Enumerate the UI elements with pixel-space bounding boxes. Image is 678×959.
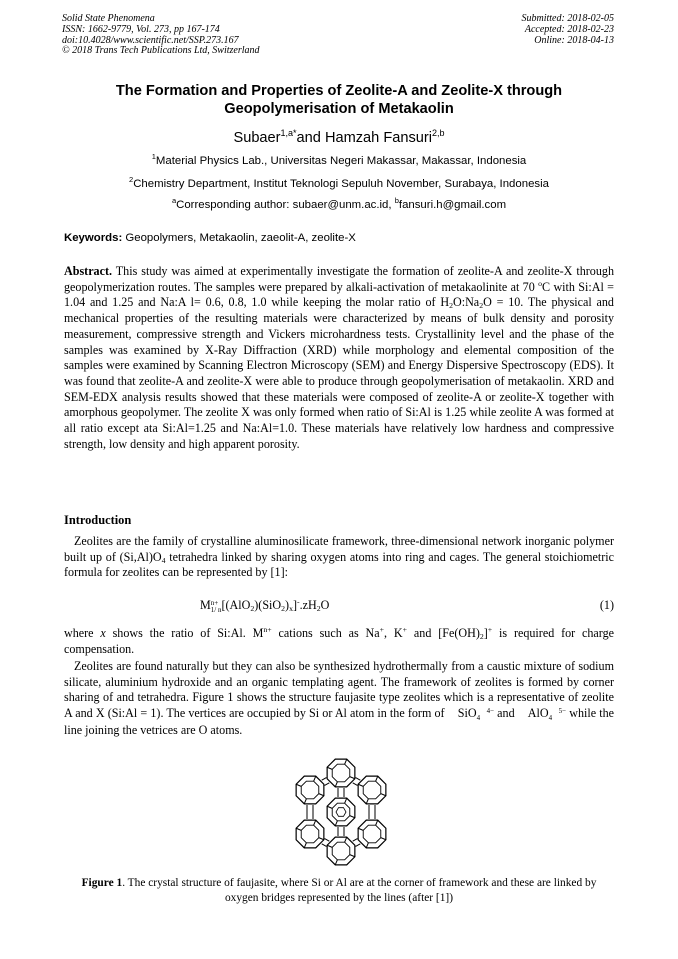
oxygen-bridge: [327, 806, 332, 808]
affiliation-1: [40, 150, 638, 168]
sio4-charge-stack: [477, 708, 494, 723]
title-line-2: Geopolymerisation of Metakaolin: [224, 101, 454, 117]
affiliation-1-marker: 1: [151, 152, 156, 161]
oxygen-bridge: [335, 782, 337, 787]
oxygen-bridge: [353, 783, 358, 786]
author-1: Subaer: [233, 130, 281, 146]
framework-ring: [327, 837, 355, 865]
figure-caption-text: . The crystal structure of faujasite, where Si or Al are at the corner of framework and these are linked by oxygen bridges represented by the lines (after [1]): [122, 877, 597, 904]
oxygen-bridge: [350, 777, 355, 779]
oxygen-bridge: [296, 828, 301, 830]
equation-number: (1): [599, 598, 614, 612]
intro-paragraph-3: [64, 659, 614, 738]
framework-ring: [296, 776, 324, 804]
paper-title: [40, 82, 638, 118]
affiliation-2: [40, 173, 638, 191]
intro-p1-text-b: tetrahedra linked by sharing oxygen atoms into ring and cages. The general stoichiometric formula for zeolites can be represented by [1]:: [64, 549, 614, 580]
title-line-1: The Formation and Properties of Zeolite-A and Zeolite-X through: [115, 83, 563, 99]
oxygen-bridge: [314, 820, 316, 825]
oxygen-bridge: [322, 778, 327, 781]
framework-ring: [301, 781, 319, 799]
corr-marker-b: b: [394, 196, 399, 205]
degree-marker: o: [538, 278, 543, 288]
formula-m: M: [200, 598, 211, 612]
oxygen-bridge: [304, 799, 306, 804]
oxygen-bridge: [358, 828, 363, 830]
doi-line: doi:10.4028/www.scientific.net/SSP.273.167: [62, 34, 239, 46]
oxygen-bridge: [327, 767, 332, 769]
abstract-sub-2: 2: [479, 301, 484, 311]
framework-ring: [336, 808, 346, 817]
affiliation-1-text: Material Physics Lab., Universitas Negeri Makassar, Makassar, Indonesia: [155, 155, 527, 167]
intro-p2-sup-4: +: [487, 625, 493, 634]
oxygen-bridge: [325, 783, 330, 786]
oxygen-bridge: [350, 855, 355, 857]
oxygen-bridge: [304, 843, 306, 848]
faujasite-structure-figure: [276, 756, 406, 873]
affiliation-2-text: Chemistry Department, Institut Teknologi Sepuluh November, Surabaya, Indonesia: [133, 178, 549, 190]
formula-sup-minus: -: [297, 597, 300, 606]
corresponding-author: [40, 194, 638, 212]
oxygen-bridge: [345, 759, 347, 764]
intro-p2-sup-3: +: [402, 625, 408, 634]
formula-sub-x: x: [289, 604, 293, 613]
oxygen-bridge: [296, 784, 301, 786]
intro-paragraph-1: [64, 534, 614, 581]
formula-part-2: )(SiO: [254, 598, 282, 612]
figure-1-caption: [64, 876, 614, 906]
oxygen-bridge: [353, 839, 358, 842]
framework-ring: [332, 764, 350, 782]
corr-email-2: fansuri.h@gmail.com: [398, 199, 507, 211]
online-date: Online: 2018-04-13: [534, 34, 614, 46]
oxygen-bridge: [376, 820, 378, 825]
keywords-label: Keywords:: [64, 232, 123, 244]
oxygen-bridge: [381, 838, 386, 840]
abstract-sub-1: 2: [449, 301, 453, 311]
journal-header-left: [62, 14, 260, 57]
oxygen-bridge: [356, 778, 361, 781]
corr-text: Corresponding author: subaer@unm.ac.id,: [176, 199, 395, 211]
intro-p2-sup-2: +: [379, 625, 385, 634]
intro-p1-text-a: Zeolites are the family of crystalline aluminosilicate framework, three-dimensional network inorganic polymer built up of (Si,Al)O: [64, 534, 614, 564]
journal-name: Solid State Phenomena: [62, 13, 155, 24]
formula-sub-3: 2: [316, 604, 321, 613]
framework-ring: [332, 842, 350, 860]
oxygen-bridge: [376, 776, 378, 781]
equation-1: [200, 598, 329, 615]
oxygen-bridge: [345, 837, 347, 842]
framework-ring: [327, 759, 355, 787]
framework-ring: [363, 825, 381, 843]
abstract-paragraph: [64, 264, 614, 452]
oxygen-bridge: [322, 844, 327, 847]
alo4-subscript: 4: [548, 714, 553, 723]
affiliation-2-marker: 2: [129, 175, 134, 184]
oxygen-bridge: [327, 845, 332, 847]
intro-p2-text-b: shows the ratio of Si:Al. M: [105, 626, 264, 640]
intro-p2-text-e: and [Fe(OH): [407, 626, 480, 640]
framework-ring: [358, 820, 386, 848]
framework-ring: [363, 781, 381, 799]
copyright-line: © 2018 Trans Tech Publications Ltd, Switzerland: [62, 45, 260, 57]
formula-part-1: [(AlO: [221, 598, 251, 612]
author-list: [40, 124, 638, 147]
intro-p3-text-a: Zeolites are found naturally but they can also be synthesized hydrothermally from a caustic mixture of sodium silicate, aluminium hydroxide and an organic templating agent. The framework of zeolites is formed by corner sharing of and tetrahedra. Figure 1 shows the structure faujasite type zeolites which is a representative of zeolite A and X (Si:Al = 1). The vertices are occupied by Si or Al atom in the form of: [64, 659, 614, 721]
oxygen-bridge: [314, 776, 316, 781]
framework-ring: [327, 798, 355, 826]
figure-label: Figure 1: [81, 877, 123, 889]
abstract-text-3: O:Na: [452, 295, 480, 310]
formula-sub-2: 2: [281, 604, 286, 613]
keywords: [64, 231, 356, 245]
alo4-charge: 5−: [558, 706, 567, 715]
intro-p1-sub: 4: [161, 555, 166, 565]
keywords-text: Geopolymers, Metakaolin, zaeolit-A, zeolite-X: [125, 232, 356, 244]
submitted-date: Submitted: 2018-02-05: [521, 13, 614, 24]
oxygen-bridge: [319, 794, 324, 796]
intro-p2-text-a: where: [64, 626, 101, 640]
oxygen-bridge: [319, 838, 324, 840]
alo4-base: AlO: [527, 706, 549, 721]
intro-paragraph-2: [64, 626, 614, 657]
intro-p3-text-b: while the line joining the vetrices are O atoms.: [64, 706, 614, 737]
oxygen-bridge: [335, 821, 337, 826]
accepted-date: Accepted: 2018-02-23: [524, 23, 614, 35]
intro-p2-sub: 2: [479, 632, 484, 641]
alo4-ion: [518, 706, 566, 723]
journal-header-right: [522, 14, 615, 46]
framework-ring: [301, 825, 319, 843]
framework-ring: [358, 776, 386, 804]
intro-p2-text-f: ]: [483, 626, 488, 640]
formula-part-4: ]: [292, 598, 298, 612]
corr-marker-a: a: [171, 196, 177, 205]
author-1-marker: 1,a*: [280, 128, 297, 138]
oxygen-bridge: [350, 816, 355, 818]
oxygen-bridge: [381, 794, 386, 796]
abstract-text-1: This study was aimed at experimentally investigate the formation of zeolite-A and zeolite-X through geopolymerization routes. The samples were prepared by alkali-activation of metakaolinite at 70: [64, 264, 614, 294]
intro-p2-text-d: , K: [384, 626, 403, 640]
alo4-charge-stack: [549, 708, 566, 723]
author-2: and Hamzah Fansuri: [296, 130, 433, 146]
formula-part-6: O: [320, 598, 330, 612]
intro-p2-var-x: x: [100, 626, 106, 640]
oxygen-bridge: [366, 843, 368, 848]
formula-frac-bottom: 1/ n: [210, 606, 222, 614]
oxygen-bridge: [325, 839, 330, 842]
oxygen-bridge: [356, 844, 361, 847]
abstract-text-4: O = 10. The physical and mechanical properties of the resulting materials were characterized by means of bulk density and porosity measurement, compressive strength and Vickers microhardness tests. Crystallinity level and the phase of the samples was examined by X-Ray Diffraction (XRD) while morphology and elemental composition of the samples were examined by Scanning Electron Microscopy (SEM) and Energy Dispersive Spectroscopy (EDS). It was found that zeolite-A and zeolite-X were able to produce through geopolymerisation of metakaolin. XRD and SEM-EDX analysis results showed that these materials were composed of zeolite-A or zeolite-X together with amorphous geopolymer. The zeolite X was only formed when ratio of Si:Al is 1.25 while zeolite A was formed at all ratio except ata Si:Al=1.25 and Na:Al=1.0. These materials have relatively low hardness and compressive strength, low density and high apparent porosity.: [64, 295, 614, 451]
framework-ring: [332, 803, 350, 821]
intro-p2-text-c: cations such as Na: [271, 626, 380, 640]
oxygen-bridge: [358, 784, 363, 786]
formula-part-5: .zH: [299, 598, 317, 612]
oxygen-bridge: [335, 860, 337, 865]
abstract-label: Abstract.: [64, 264, 113, 278]
formula-frac-top: n+: [210, 598, 219, 607]
formula-part-3: ): [285, 598, 290, 612]
intro-p2-sup-1: n+: [263, 625, 272, 634]
intro-p2-text-g: is required for charge compensation.: [64, 626, 615, 656]
formula-sub-1: 2: [250, 604, 255, 613]
oxygen-bridge: [366, 799, 368, 804]
oxygen-bridge: [345, 798, 347, 803]
intro-p3-and: and: [494, 706, 518, 721]
sio4-base: SiO: [457, 706, 477, 721]
sio4-subscript: 4: [476, 714, 481, 723]
sio4-ion: [448, 706, 494, 723]
issn-line: ISSN: 1662-9779, Vol. 273, pp 167-174: [62, 23, 220, 35]
sio4-charge: 4−: [486, 706, 495, 715]
formula-fraction: [211, 600, 222, 615]
introduction-heading: Introduction: [64, 513, 132, 527]
framework-ring: [296, 820, 324, 848]
abstract-text-2: C with Si:Al = 1.04 and 1.25 and Na:A l= 0.6, 0.8, 1.0 while keeping the molar ratio of H: [64, 279, 614, 310]
faujasite-framework-drawing: [276, 756, 406, 868]
author-2-marker: 2,b: [432, 128, 445, 138]
